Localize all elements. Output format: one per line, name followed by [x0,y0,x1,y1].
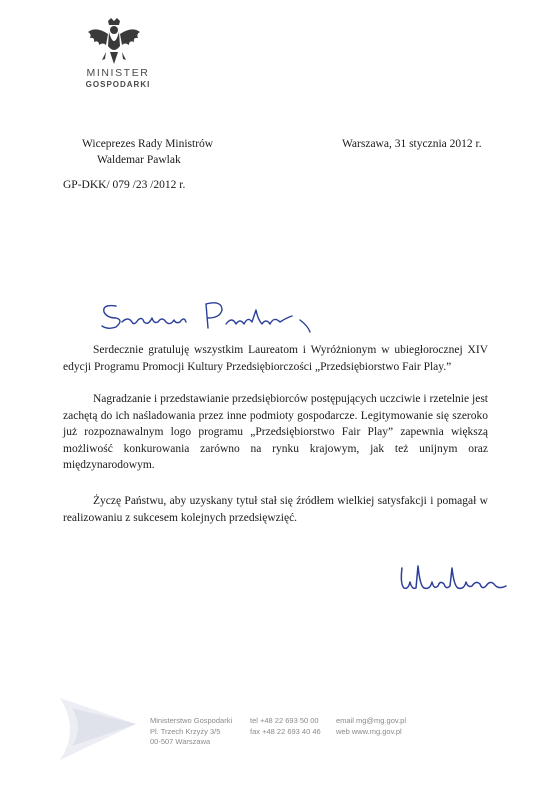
handwritten-salutation [98,296,338,341]
body-paragraph-1: Serdecznie gratuluję wszystkim Laureatom i Wyróżnionym w ubiegłorocznej XIV edycji Programu Promocji Kultury Przedsiębiorczości „Przedsiębiorstwo Fair Play.” [63,344,488,373]
footer-street: Pl. Trzech Krzyży 3/5 [150,726,221,736]
footer-postcode-city: 00-507 Warszawa [150,737,211,746]
footer-email: email mg@mg.gov.pl [336,716,406,725]
footer-phone [250,716,321,737]
sender-title: Wiceprezes Rady Ministrów [82,138,214,150]
footer-tel: tel +48 22 693 50 00 [250,716,319,725]
handwritten-signature [398,560,510,596]
footer-web: web www.mg.gov.pl [336,726,402,736]
footer-ribbon-logo-icon [50,690,140,765]
body-paragraph-2: Nagradzanie i przedstawianie przedsiębiorców postępujących uczciwie i rzetelnie jest zachętą do ich naśladowania przez inne podmioty gospodarcze. Legitymowanie się szeroko już rozpoznawalnym logo programu „Przedsiębiorstwo Fair Play” zapewnia większą możliwość konkurowania zarówno na rynku krajowym, jak też unijnym oraz międzynarodowym. [63,393,488,471]
place-and-date: Warszawa, 31 stycznia 2012 r. [342,138,482,150]
logo-line-minister: MINISTER [86,67,150,79]
footer-address [150,716,232,748]
ministry-logo-text [70,68,166,90]
footer-contact [336,716,406,737]
sender-name: Waldemar Pawlak [97,154,181,166]
footer-fax: fax +48 22 693 40 46 [250,726,321,736]
logo-line-gospodarki: GOSPODARKI [85,80,151,89]
reference-number: GP-DKK/ 079 /23 /2012 r. [63,179,186,191]
footer-ministry-name: Ministerstwo Gospodarki [150,716,233,725]
body-paragraph-3: Życzę Państwu, aby uzyskany tytuł stał się źródłem wielkiej satysfakcji i pomagał w realizowaniu z sukcesem kolejnych przedsięwzięć. [63,495,488,524]
eagle-emblem-icon [86,18,142,70]
